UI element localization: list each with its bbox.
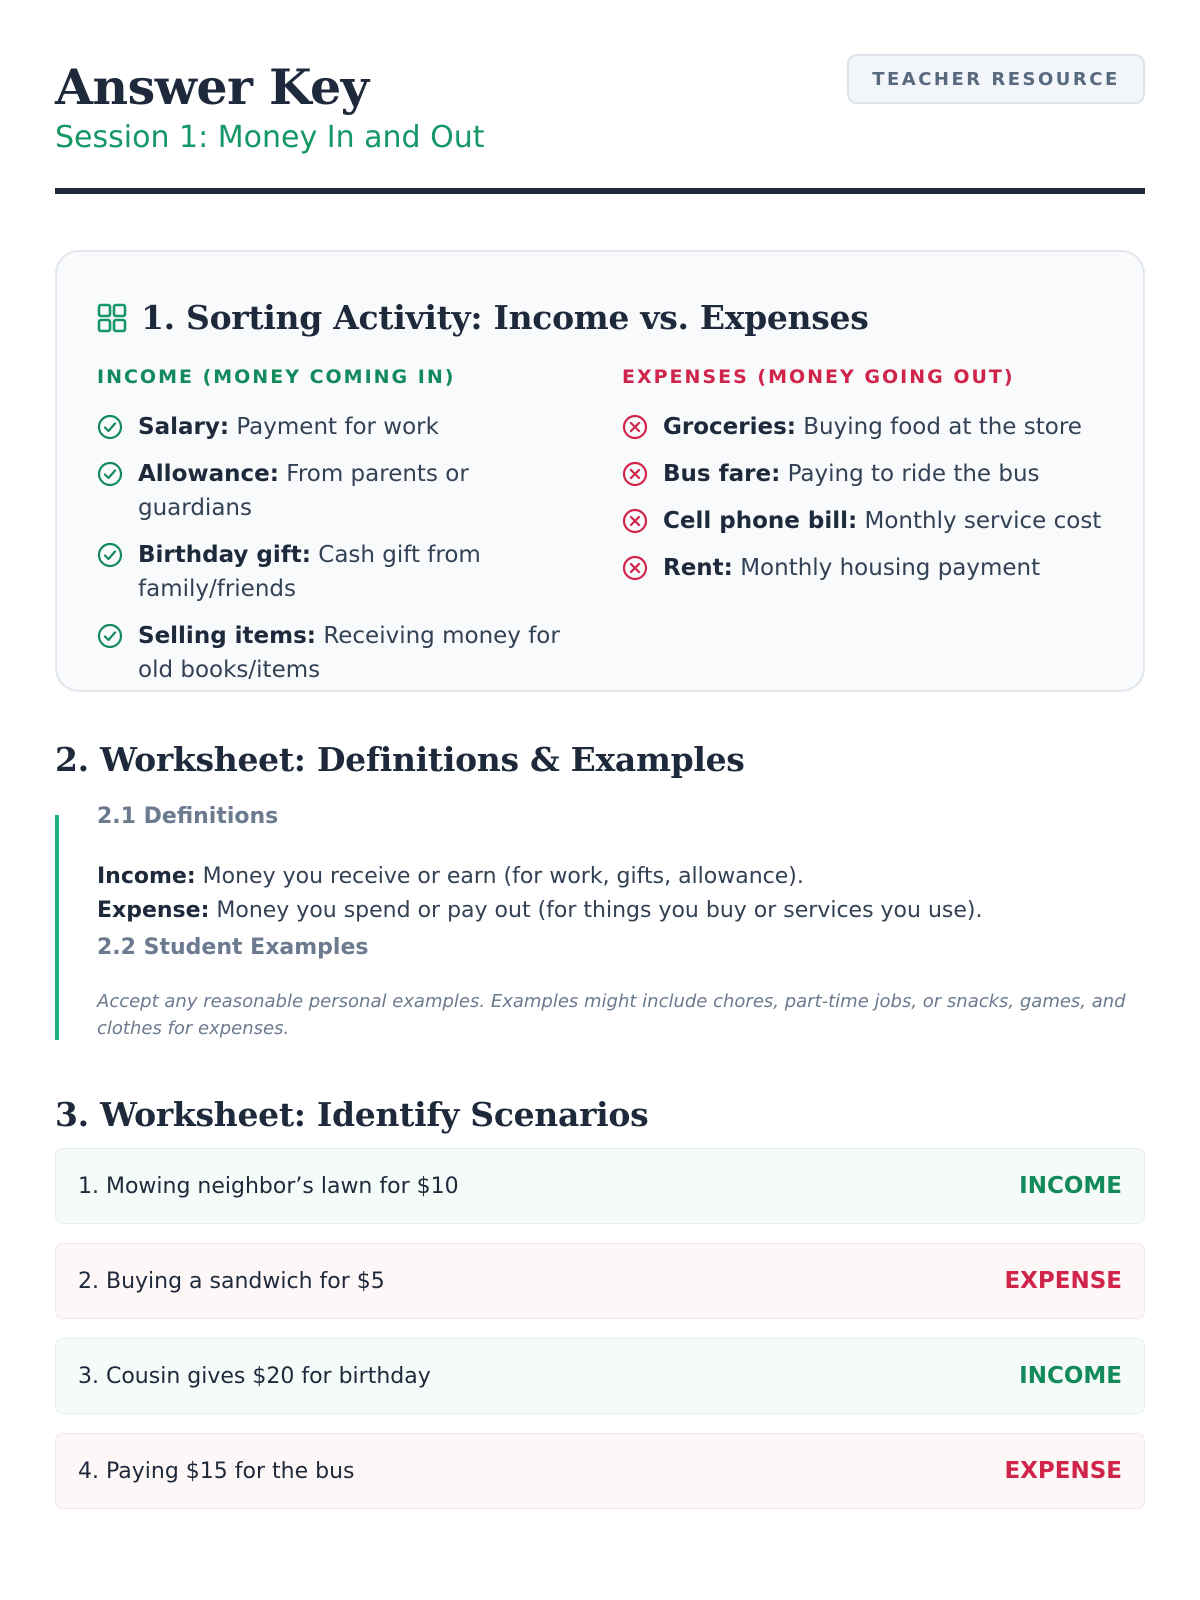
definitions-subheading: 2.1 Definitions (97, 804, 279, 829)
sorting-activity-heading: 1. Sorting Activity: Income vs. Expenses (141, 298, 869, 337)
expense-definition-text: Money you spend or pay out (for things you buy or services you use). (216, 898, 983, 923)
income-item-term: Birthday gift: (138, 542, 311, 568)
scenario-row (55, 1338, 1145, 1414)
income-column-title: INCOME (MONEY COMING IN) (97, 366, 456, 388)
x-circle-icon (622, 555, 648, 581)
income-item-description: Receiving money for old books/items (138, 623, 560, 683)
income-item-text (138, 457, 577, 525)
expenses-list (622, 410, 1122, 585)
scenario-answer: INCOME (1019, 1173, 1122, 1199)
income-column (97, 366, 577, 700)
expense-item-term: Cell phone bill: (663, 508, 858, 534)
expense-item-term: Bus fare: (663, 461, 781, 487)
income-item (97, 619, 577, 687)
income-item (97, 410, 577, 444)
income-item-term: Allowance: (138, 461, 279, 487)
scenario-row (55, 1148, 1145, 1224)
student-examples-subheading: 2.2 Student Examples (97, 935, 369, 960)
income-item-term: Salary: (138, 414, 230, 440)
income-item-term: Selling items: (138, 623, 316, 649)
expense-item-description: Buying food at the store (803, 414, 1082, 440)
x-circle-icon (622, 461, 648, 487)
scenario-answer: EXPENSE (1004, 1458, 1122, 1484)
scenario-row (55, 1433, 1145, 1509)
x-circle-icon (622, 508, 648, 534)
expense-item (622, 551, 1122, 585)
expense-item-term: Rent: (663, 555, 733, 581)
scenario-answer: EXPENSE (1004, 1268, 1122, 1294)
page-title: Answer Key (55, 58, 369, 116)
definitions-text (97, 860, 982, 928)
expense-item (622, 504, 1122, 538)
expense-item-description: Monthly service cost (864, 508, 1102, 534)
header-divider (55, 188, 1145, 194)
income-item-description: From parents or guardians (138, 461, 469, 521)
expense-item (622, 410, 1122, 444)
income-item-text (138, 410, 439, 444)
expense-definition (97, 894, 982, 928)
income-item-description: Cash gift from family/friends (138, 542, 481, 602)
expense-item-description: Monthly housing payment (740, 555, 1041, 581)
check-circle-icon (97, 461, 123, 487)
definitions-accent-bar (55, 815, 59, 1040)
scenario-answer: INCOME (1019, 1363, 1122, 1389)
income-item-text (138, 619, 577, 687)
income-definition-text: Money you receive or earn (for work, gifts, allowance). (202, 864, 804, 889)
scenario-text: 2. Buying a sandwich for $5 (78, 1268, 385, 1294)
scenario-row (55, 1243, 1145, 1319)
income-list (97, 410, 577, 687)
page-subtitle: Session 1: Money In and Out (55, 120, 485, 155)
expense-item-text (663, 551, 1040, 585)
expenses-column (622, 366, 1122, 598)
scenarios-heading: 3. Worksheet: Identify Scenarios (55, 1095, 649, 1134)
grid-icon (97, 303, 127, 333)
expense-item-text (663, 410, 1082, 444)
expense-item (622, 457, 1122, 491)
student-examples-note: Accept any reasonable personal examples. Examples might include chores, part-time jobs, or snacks, games, and clothes for expenses. (97, 991, 1126, 1039)
scenario-text: 1. Mowing neighbor’s lawn for $10 (78, 1173, 459, 1199)
expense-item-text (663, 504, 1101, 538)
income-item (97, 538, 577, 606)
expense-item-description: Paying to ride the bus (787, 461, 1040, 487)
income-item-description: Payment for work (236, 414, 439, 440)
page-header (55, 58, 1145, 198)
sorting-activity-header (97, 298, 869, 337)
check-circle-icon (97, 414, 123, 440)
sorting-activity-card (55, 250, 1145, 692)
teacher-resource-badge: TEACHER RESOURCE (847, 54, 1145, 104)
check-circle-icon (97, 623, 123, 649)
expense-item-term: Groceries: (663, 414, 796, 440)
x-circle-icon (622, 414, 648, 440)
income-item-text (138, 538, 577, 606)
answer-key-page (55, 0, 1145, 1600)
expense-definition-term: Expense: (97, 898, 210, 923)
expense-item-text (663, 457, 1040, 491)
expenses-column-title: EXPENSES (MONEY GOING OUT) (622, 366, 1015, 388)
income-definition-term: Income: (97, 864, 196, 889)
scenario-text: 3. Cousin gives $20 for birthday (78, 1363, 431, 1389)
check-circle-icon (97, 542, 123, 568)
definitions-heading: 2. Worksheet: Definitions & Examples (55, 740, 745, 779)
income-item (97, 457, 577, 525)
scenario-text: 4. Paying $15 for the bus (78, 1458, 355, 1484)
income-definition (97, 860, 982, 894)
